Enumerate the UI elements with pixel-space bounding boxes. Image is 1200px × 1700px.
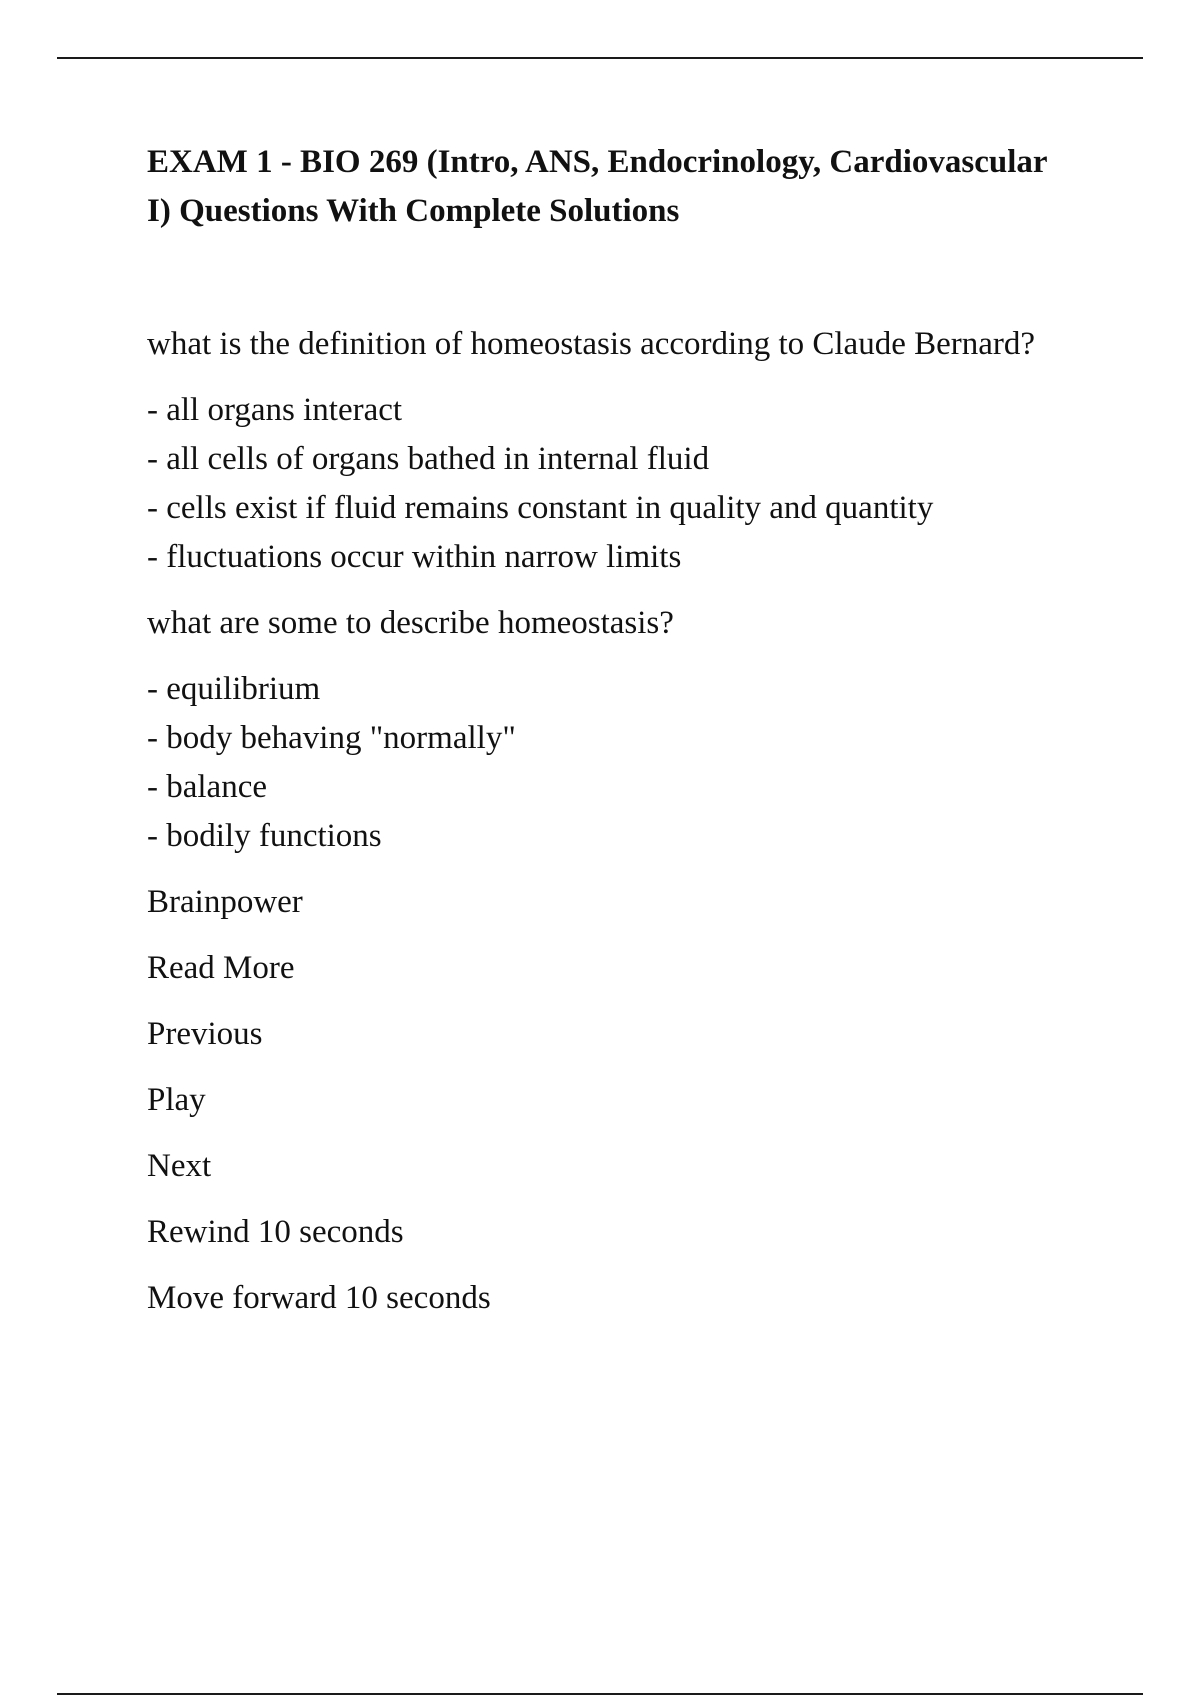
answer-list-1 <box>147 386 1047 582</box>
question-2: what are some to describe homeostasis? <box>147 605 674 641</box>
answer-item: - fluctuations occur within narrow limits <box>147 539 682 575</box>
forward-button[interactable]: Move forward 10 seconds <box>147 1280 491 1316</box>
answer-item: - bodily functions <box>147 818 382 854</box>
previous-button[interactable]: Previous <box>147 1016 263 1052</box>
play-button[interactable]: Play <box>147 1082 206 1118</box>
answer-list-2 <box>147 665 1047 861</box>
page-content <box>147 138 1047 1323</box>
next-button[interactable]: Next <box>147 1148 212 1184</box>
top-rule <box>57 57 1143 59</box>
answer-item: - all cells of organs bathed in internal fluid <box>147 441 710 477</box>
brainpower-label: Brainpower <box>147 884 303 920</box>
answer-item: - body behaving "normally" <box>147 720 516 756</box>
answer-item: - cells exist if fluid remains constant in quality and quantity <box>147 490 934 526</box>
answer-item: - balance <box>147 769 267 805</box>
answer-item: - all organs interact <box>147 392 403 428</box>
question-1: what is the definition of homeostasis according to Claude Bernard? <box>147 326 1036 362</box>
bottom-rule <box>57 1693 1143 1695</box>
rewind-button[interactable]: Rewind 10 seconds <box>147 1214 404 1250</box>
document-title: EXAM 1 - BIO 269 (Intro, ANS, Endocrinology, Cardiovascular I) Questions With Complete Solutions <box>147 144 1047 229</box>
title-spacer <box>147 236 1047 320</box>
read-more-link[interactable]: Read More <box>147 950 295 986</box>
answer-item: - equilibrium <box>147 671 321 707</box>
